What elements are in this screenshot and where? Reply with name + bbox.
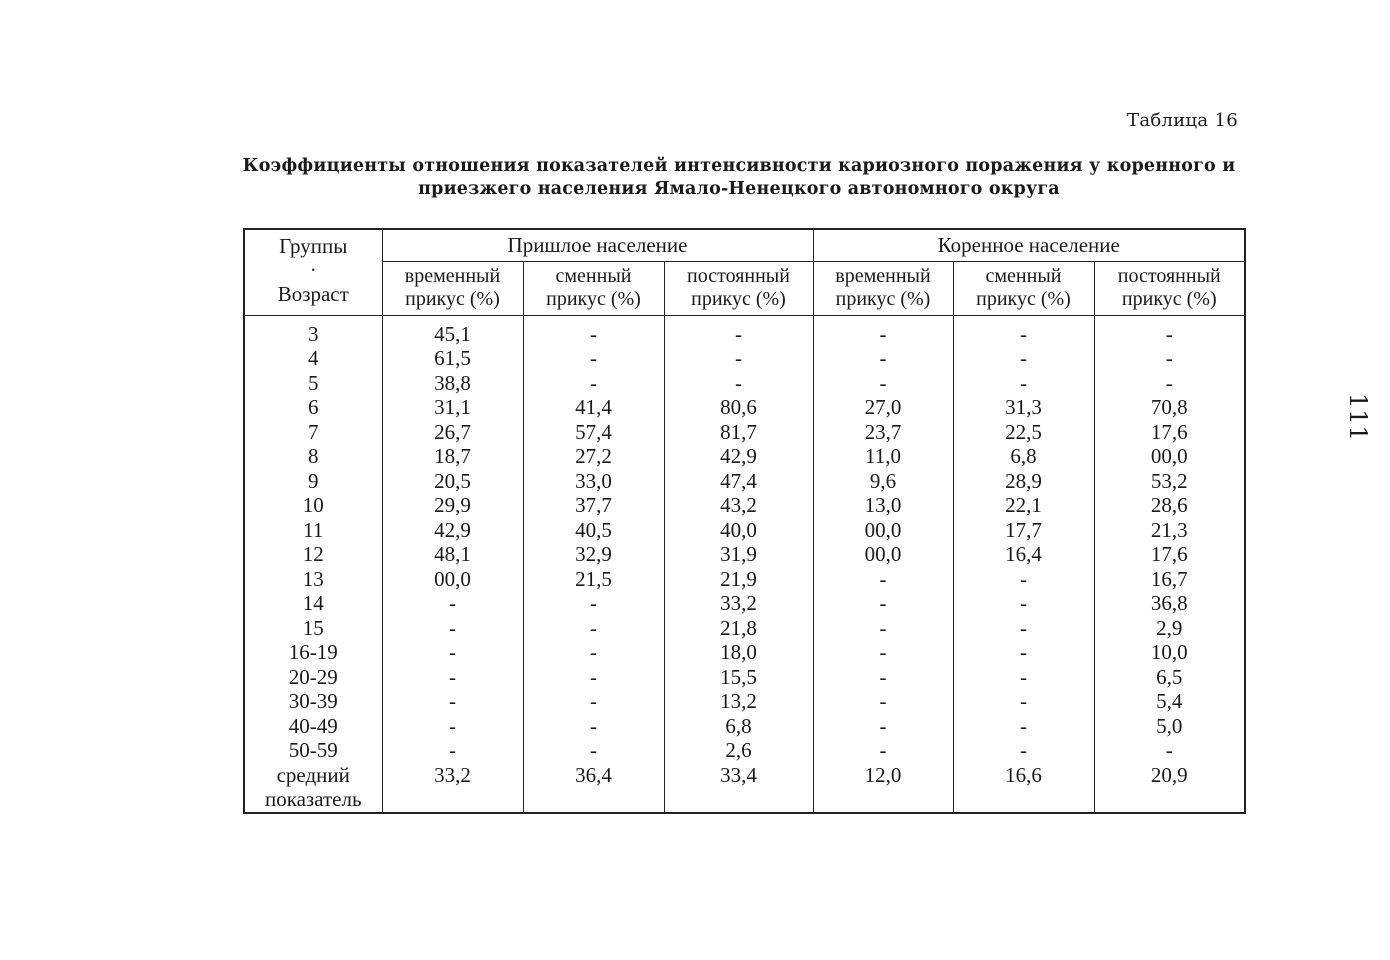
value-cell: - <box>953 346 1094 371</box>
value-cell: 33,0 <box>523 469 664 494</box>
header-group-row <box>244 229 1245 261</box>
value-cell: 21,9 <box>664 567 813 592</box>
subcolumn-header-line-1: сменный <box>555 265 632 287</box>
value-cell: 5,4 <box>1094 689 1245 714</box>
value-cell: - <box>953 315 1094 346</box>
value-cell: - <box>664 315 813 346</box>
value-cell: - <box>664 346 813 371</box>
table-row <box>244 542 1245 567</box>
value-cell: 61,5 <box>382 346 523 371</box>
value-cell: - <box>953 738 1094 763</box>
value-cell: 17,6 <box>1094 420 1245 445</box>
value-cell: 47,4 <box>664 469 813 494</box>
table-row <box>244 665 1245 690</box>
value-cell: 41,4 <box>523 395 664 420</box>
value-cell: - <box>953 714 1094 739</box>
average-value-cell: 33,4 <box>664 763 813 813</box>
age-cell: 8 <box>244 444 382 469</box>
subcolumn-header-line-2: прикус (%) <box>546 288 641 310</box>
value-cell: 27,0 <box>813 395 953 420</box>
value-cell: 6,8 <box>953 444 1094 469</box>
corner-age-label: Возраст <box>277 282 349 306</box>
value-cell: - <box>953 371 1094 396</box>
value-cell: 18,0 <box>664 640 813 665</box>
value-cell: 2,9 <box>1094 616 1245 641</box>
value-cell: 37,7 <box>523 493 664 518</box>
value-cell: 32,9 <box>523 542 664 567</box>
table-row <box>244 738 1245 763</box>
corner-groups-label: Группы <box>279 234 348 258</box>
value-cell: 2,6 <box>664 738 813 763</box>
table-title-line-1: Коэффициенты отношения показателей интенсивности кариозного поражения у коренного и <box>242 156 1236 176</box>
value-cell: - <box>1094 371 1245 396</box>
age-cell: 10 <box>244 493 382 518</box>
table-row <box>244 395 1245 420</box>
age-cell: 16-19 <box>244 640 382 665</box>
table-row <box>244 518 1245 543</box>
table-row <box>244 493 1245 518</box>
value-cell: 21,5 <box>523 567 664 592</box>
value-cell: - <box>813 689 953 714</box>
subcolumn-header-line-1: постоянный <box>687 265 790 287</box>
table-row <box>244 714 1245 739</box>
age-cell: 20-29 <box>244 665 382 690</box>
value-cell: - <box>953 640 1094 665</box>
average-value-cell: 12,0 <box>813 763 953 813</box>
value-cell: - <box>813 640 953 665</box>
value-cell: 26,7 <box>382 420 523 445</box>
value-cell: - <box>813 371 953 396</box>
value-cell: 38,8 <box>382 371 523 396</box>
value-cell: - <box>382 591 523 616</box>
age-cell: 9 <box>244 469 382 494</box>
value-cell: 42,9 <box>382 518 523 543</box>
value-cell: 22,5 <box>953 420 1094 445</box>
value-cell: - <box>1094 738 1245 763</box>
caries-coefficients-table <box>243 228 1246 814</box>
value-cell: 80,6 <box>664 395 813 420</box>
table-row <box>244 444 1245 469</box>
age-cell: 11 <box>244 518 382 543</box>
value-cell: 23,7 <box>813 420 953 445</box>
value-cell: 28,6 <box>1094 493 1245 518</box>
value-cell: - <box>382 738 523 763</box>
value-cell: 31,3 <box>953 395 1094 420</box>
subcolumn-header-6 <box>1094 261 1245 315</box>
value-cell: 00,0 <box>813 518 953 543</box>
subcolumn-header-line-1: сменный <box>985 265 1062 287</box>
value-cell: 18,7 <box>382 444 523 469</box>
group-header-incoming-population: Пришлое население <box>382 229 813 261</box>
value-cell: 21,8 <box>664 616 813 641</box>
average-row <box>244 763 1245 813</box>
value-cell: 21,3 <box>1094 518 1245 543</box>
value-cell: - <box>523 640 664 665</box>
average-value-cell: 36,4 <box>523 763 664 813</box>
value-cell: 28,9 <box>953 469 1094 494</box>
table-row <box>244 640 1245 665</box>
value-cell: 31,9 <box>664 542 813 567</box>
value-cell: - <box>813 738 953 763</box>
value-cell: - <box>523 371 664 396</box>
table-row <box>244 346 1245 371</box>
table-number-label: Таблица 16 <box>1127 110 1238 131</box>
average-label-cell <box>244 763 382 813</box>
subcolumn-header-line-2: прикус (%) <box>976 288 1071 310</box>
value-cell: - <box>953 567 1094 592</box>
value-cell: - <box>523 315 664 346</box>
table-title-line-2: приезжего населения Ямало-Ненецкого автономного округа <box>418 179 1060 199</box>
subcolumn-header-line-1: постоянный <box>1117 265 1221 287</box>
age-cell: 6 <box>244 395 382 420</box>
value-cell: 70,8 <box>1094 395 1245 420</box>
subcolumn-header-line-2: прикус (%) <box>1121 288 1217 310</box>
age-cell: 15 <box>244 616 382 641</box>
table-row <box>244 469 1245 494</box>
age-cell: 12 <box>244 542 382 567</box>
table-row <box>244 371 1245 396</box>
subcolumn-header-5 <box>953 261 1094 315</box>
value-cell: 16,4 <box>953 542 1094 567</box>
value-cell: - <box>1094 315 1245 346</box>
corner-header-cell <box>244 229 382 315</box>
table-row <box>244 420 1245 445</box>
value-cell: - <box>1094 346 1245 371</box>
age-cell: 50-59 <box>244 738 382 763</box>
average-label-line-1: средний <box>276 762 350 787</box>
header-subcolumn-row <box>244 261 1245 315</box>
value-cell: - <box>523 714 664 739</box>
value-cell: - <box>382 714 523 739</box>
value-cell: 40,5 <box>523 518 664 543</box>
value-cell: - <box>382 640 523 665</box>
value-cell: - <box>382 665 523 690</box>
value-cell: - <box>813 591 953 616</box>
value-cell: 36,8 <box>1094 591 1245 616</box>
value-cell: 17,6 <box>1094 542 1245 567</box>
value-cell: 10,0 <box>1094 640 1245 665</box>
value-cell: - <box>523 689 664 714</box>
average-value-cell: 33,2 <box>382 763 523 813</box>
value-cell: 6,5 <box>1094 665 1245 690</box>
value-cell: 00,0 <box>1094 444 1245 469</box>
subcolumn-header-line-2: прикус (%) <box>835 288 931 310</box>
subcolumn-header-3 <box>664 261 813 315</box>
average-label-line-2: показатель <box>264 787 362 811</box>
value-cell: - <box>523 665 664 690</box>
table-row <box>244 591 1245 616</box>
age-cell: 30-39 <box>244 689 382 714</box>
value-cell: 43,2 <box>664 493 813 518</box>
value-cell: - <box>382 616 523 641</box>
value-cell: 20,5 <box>382 469 523 494</box>
table-body <box>244 315 1245 813</box>
subcolumn-header-line-1: временный <box>404 265 501 287</box>
table-title <box>200 155 1278 201</box>
value-cell: - <box>664 371 813 396</box>
value-cell: - <box>813 567 953 592</box>
corner-dot: · <box>309 258 317 282</box>
subcolumn-header-1 <box>382 261 523 315</box>
value-cell: 13,2 <box>664 689 813 714</box>
subcolumn-header-line-2: прикус (%) <box>691 288 786 310</box>
value-cell: 16,7 <box>1094 567 1245 592</box>
value-cell: - <box>813 315 953 346</box>
subcolumn-header-2 <box>523 261 664 315</box>
table-row <box>244 315 1245 346</box>
value-cell: 11,0 <box>813 444 953 469</box>
value-cell: - <box>813 346 953 371</box>
subcolumn-header-line-1: временный <box>835 265 931 287</box>
value-cell: - <box>813 616 953 641</box>
table-header <box>244 229 1245 315</box>
value-cell: 22,1 <box>953 493 1094 518</box>
value-cell: 27,2 <box>523 444 664 469</box>
value-cell: 33,2 <box>664 591 813 616</box>
table-row <box>244 567 1245 592</box>
age-cell: 13 <box>244 567 382 592</box>
value-cell: 00,0 <box>382 567 523 592</box>
value-cell: 13,0 <box>813 493 953 518</box>
value-cell: - <box>523 346 664 371</box>
page-number: 111 <box>1344 393 1372 442</box>
value-cell: 81,7 <box>664 420 813 445</box>
value-cell: 57,4 <box>523 420 664 445</box>
value-cell: - <box>813 714 953 739</box>
value-cell: - <box>953 689 1094 714</box>
value-cell: - <box>813 665 953 690</box>
value-cell: 5,0 <box>1094 714 1245 739</box>
table-row <box>244 689 1245 714</box>
subcolumn-header-4 <box>813 261 953 315</box>
table-row <box>244 616 1245 641</box>
age-cell: 4 <box>244 346 382 371</box>
value-cell: - <box>523 591 664 616</box>
value-cell: 6,8 <box>664 714 813 739</box>
subcolumn-header-line-2: прикус (%) <box>405 288 500 310</box>
value-cell: 40,0 <box>664 518 813 543</box>
value-cell: 45,1 <box>382 315 523 346</box>
value-cell: 31,1 <box>382 395 523 420</box>
average-value-cell: 16,6 <box>953 763 1094 813</box>
value-cell: - <box>953 591 1094 616</box>
age-cell: 14 <box>244 591 382 616</box>
value-cell: 9,6 <box>813 469 953 494</box>
value-cell: - <box>382 689 523 714</box>
age-cell: 5 <box>244 371 382 396</box>
average-value-cell: 20,9 <box>1094 763 1245 813</box>
value-cell: 29,9 <box>382 493 523 518</box>
age-cell: 40-49 <box>244 714 382 739</box>
value-cell: - <box>523 616 664 641</box>
value-cell: 53,2 <box>1094 469 1245 494</box>
value-cell: - <box>523 738 664 763</box>
value-cell: 42,9 <box>664 444 813 469</box>
value-cell: 00,0 <box>813 542 953 567</box>
group-header-indigenous-population: Коренное население <box>813 229 1245 261</box>
age-cell: 7 <box>244 420 382 445</box>
value-cell: 48,1 <box>382 542 523 567</box>
value-cell: 17,7 <box>953 518 1094 543</box>
value-cell: 15,5 <box>664 665 813 690</box>
age-cell: 3 <box>244 315 382 346</box>
value-cell: - <box>953 616 1094 641</box>
value-cell: - <box>953 665 1094 690</box>
